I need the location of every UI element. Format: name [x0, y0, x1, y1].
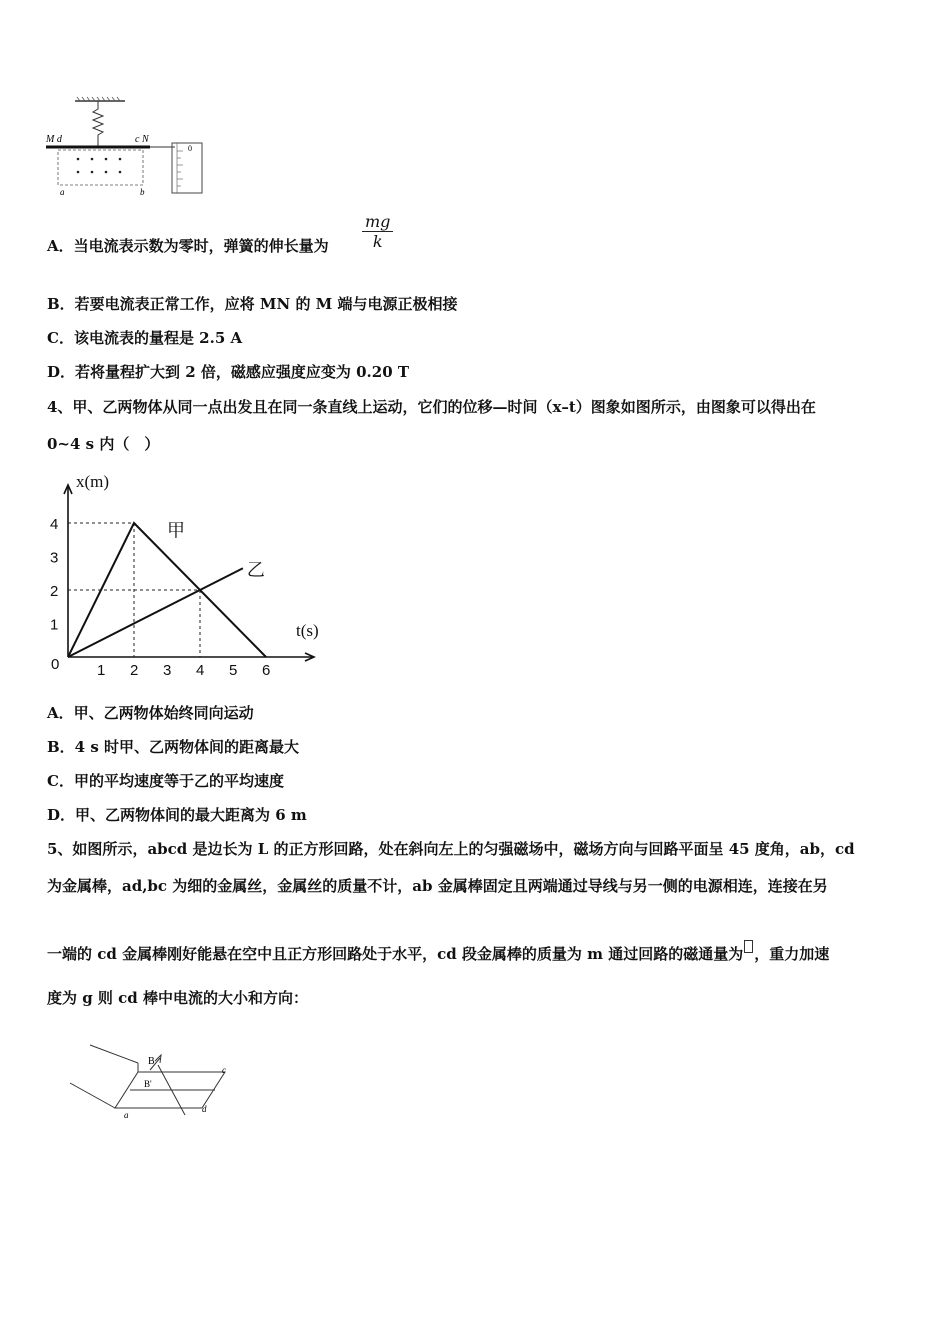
q5-stem-line4: 度为 g 则 cd 棒中电流的大小和方向： [47, 989, 309, 1007]
q5-line3-part2: ，重力加速 [754, 945, 830, 963]
square-loop-figure [60, 1030, 240, 1120]
x-tick-label: 3 [163, 662, 172, 679]
q4-option-a: A．甲、乙两物体始终同向运动 [47, 704, 254, 722]
flux-symbol-icon [744, 940, 753, 953]
spring-ammeter-figure [40, 95, 210, 200]
square-loop-drawing [60, 1030, 240, 1120]
q3-option-b: B．若要电流表正常工作，应将 MN 的 M 端与电源正极相接 [47, 295, 458, 313]
x-axis-label: t(s) [296, 621, 319, 640]
label-c: c [222, 1065, 226, 1075]
q3-option-a [47, 236, 329, 256]
x-tick-label: 4 [196, 662, 205, 679]
xt-graph [40, 465, 340, 687]
q5-stem-line3 [47, 940, 829, 964]
q3-option-c: C．该电流表的量程是 2.5 A [47, 329, 243, 347]
label-zero: 0 [188, 144, 192, 153]
spring-ammeter-drawing [40, 95, 210, 200]
q4-option-b: B．4 s 时甲、乙两物体间的距离最大 [47, 738, 300, 756]
q4-option-c: C．甲的平均速度等于乙的平均速度 [47, 772, 284, 790]
q3-option-d: D．若将量程扩大到 2 倍，磁感应强度应变为 0.20 T [47, 363, 410, 381]
q5-line3-part1: 一端的 cd 金属棒刚好能悬在空中且正方形回路处于水平，cd 段金属棒的质量为 m 通过回路的磁通量为 [47, 945, 744, 963]
y-tick-label: 3 [50, 549, 59, 567]
series-label-yi: 乙 [246, 559, 265, 580]
fraction-denominator: k [372, 232, 383, 251]
label-B-prime: B' [144, 1079, 152, 1089]
x-tick-label: 1 [97, 662, 106, 679]
q4-stem-line1: 4、甲、乙两物体从同一点出发且在同一条直线上运动，它们的位移—时间（x–t）图象如图所示，由图象可以得出在 [47, 398, 816, 416]
q3-option-a-text: A．当电流表示数为零时，弹簧的伸长量为 [47, 237, 329, 255]
x-tick-label: 5 [229, 662, 238, 679]
origin-label: 0 [51, 656, 60, 673]
y-axis-label: x(m) [76, 472, 110, 491]
q4-stem-line2: 0~4 s 内（ ） [47, 435, 160, 453]
label-b: b [140, 187, 145, 197]
q5-stem-line2: 为金属棒，ad,bc 为细的金属丝，金属丝的质量不计，ab 金属棒固定且两端通过导线与另一侧的电源相连，连接在另 [47, 877, 828, 895]
q5-stem-line1: 5、如图所示，abcd 是边长为 L 的正方形回路，处在斜向左上的匀强磁场中，磁场方向与回路平面呈 45 度角，ab，cd [47, 840, 855, 858]
x-tick-label: 2 [130, 662, 139, 679]
series-label-jia: 甲 [167, 520, 185, 541]
y-tick-label: 2 [50, 583, 59, 600]
x-tick-label: 6 [262, 662, 271, 679]
label-d: d [202, 1104, 207, 1114]
q4-option-d: D．甲、乙两物体间的最大距离为 6 m [47, 806, 307, 824]
mg-over-k-fraction [362, 212, 393, 251]
xt-graph-svg [40, 465, 340, 687]
label-a: a [124, 1110, 129, 1120]
label-c-N: c N [135, 134, 149, 145]
label-a: a [60, 187, 65, 197]
fraction-numerator: mg [362, 212, 393, 232]
series-line-1 [68, 568, 243, 657]
label-B: B [148, 1056, 155, 1067]
y-tick-label: 1 [50, 616, 59, 634]
y-tick-label: 4 [50, 516, 59, 533]
label-M-d: M d [46, 134, 62, 145]
